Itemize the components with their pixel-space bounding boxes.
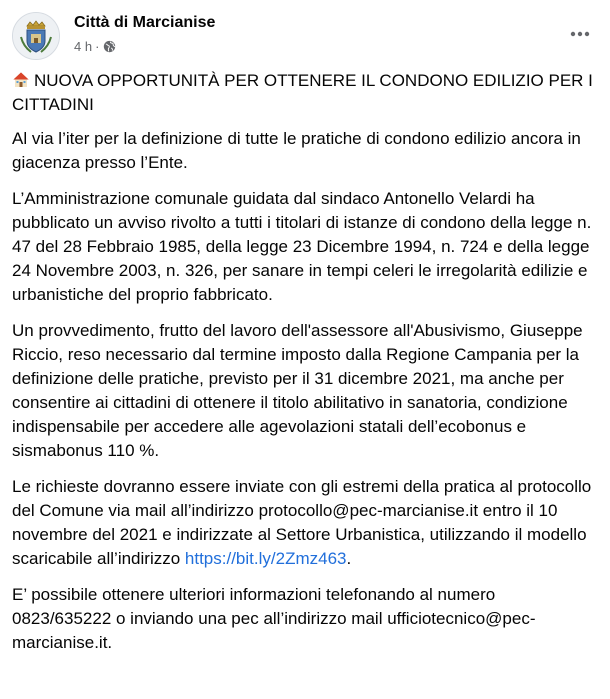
- post-time[interactable]: 4 h: [74, 39, 93, 54]
- more-options-button[interactable]: [564, 20, 596, 48]
- post-paragraph-4: [12, 475, 596, 571]
- page-avatar[interactable]: [12, 12, 60, 60]
- post-paragraph-3: Un provvedimento, frutto del lavoro dell'assessore all'Abusivismo, Giuseppe Riccio, reso necessario dal termine imposto dalla Regione Campania per la definizione delle pratiche, previsto per il 31 dicembre 2021, ma anche per consentire ai cittadini di ottenere il titolo abilitativo in sanatoria, condizione indispensabile per accedere alle agevolazioni statali dell’ecobonus e sismabonus 110 %.: [12, 321, 583, 460]
- post-paragraph-2: L’Amministrazione comunale guidata dal sindaco Antonello Velardi ha pubblicato un avviso rivolto a tutti i titolari di istanze di condono della legge n. 47 del 28 Febbraio 1985, della legge 23 Dicembre 1994, n. 724 e della legge 24 Novembre 2003, n. 326, per sanare in tempi celeri le irregolarità edilizie e urbanistiche del proprio fabbricato.: [12, 189, 592, 304]
- post-title: [12, 69, 596, 117]
- post-meta: [74, 39, 116, 54]
- globe-icon: [103, 40, 116, 53]
- post-paragraph-1: Al via l’iter per la definizione di tutte le pratiche di condono edilizio ancora in giacenza presso l’Ente.: [12, 129, 581, 172]
- post-header: [12, 12, 598, 62]
- meta-separator: ·: [95, 39, 100, 54]
- house-icon: [12, 71, 30, 89]
- shortlink[interactable]: https://bit.ly/2Zmz463: [184, 549, 347, 568]
- page-name[interactable]: Città di Marcianise: [74, 14, 216, 31]
- post-body: [12, 69, 596, 667]
- more-horizontal-icon: [570, 31, 590, 37]
- post-title-text: NUOVA OPPORTUNITÀ PER OTTENERE IL CONDONO EDILIZIO PER I CITTADINI: [12, 71, 593, 114]
- post-paragraph-4-end: .: [346, 549, 352, 568]
- post-paragraph-5: E’ possibile ottenere ulteriori informazioni telefonando al numero 0823/635222 o inviando una pec all’indirizzo mail ufficiotecnico@pec-marcianise.it.: [12, 585, 536, 652]
- coat-of-arms-logo: [13, 13, 59, 59]
- post-paragraph-4-text: Le richieste dovranno essere inviate con gli estremi della pratica al protocollo del Comune via mail all’indirizzo protocollo@pec-marcianise.it entro il 10 novembre del 2021 e indirizzate al Settore Urbanistica, utilizzando il modello scaricabile all’indirizzo: [12, 477, 592, 568]
